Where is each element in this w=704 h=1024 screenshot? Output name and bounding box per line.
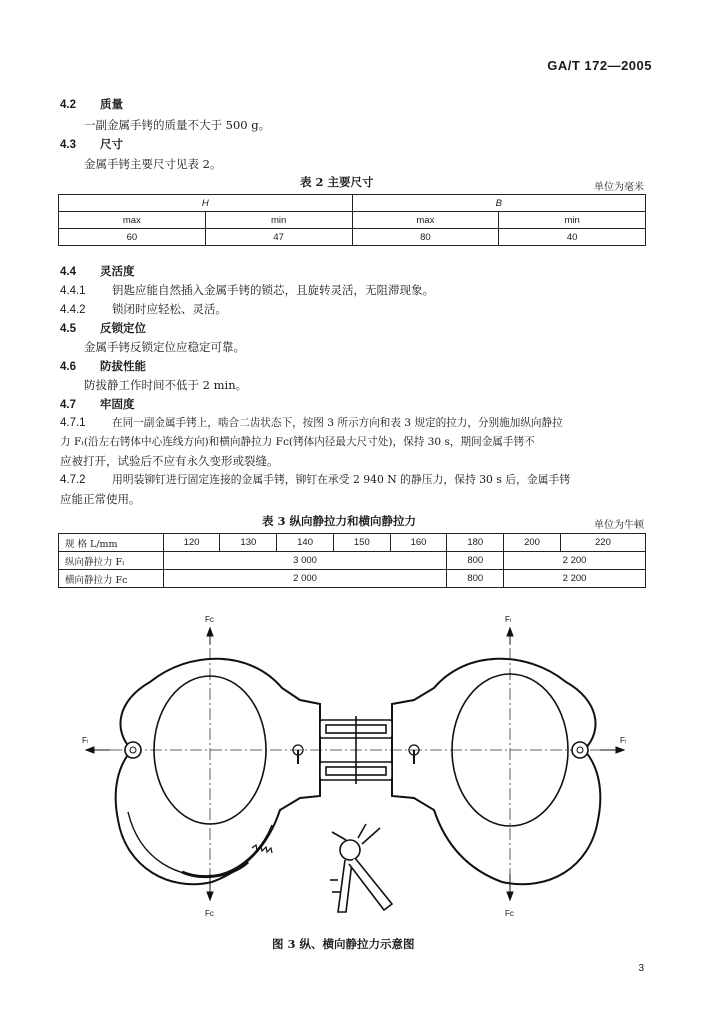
section-title: 牢固度 xyxy=(100,397,135,411)
section-number: 4.5 xyxy=(60,323,76,335)
table3-spec: 140 xyxy=(277,534,334,552)
section-4-4-1 xyxy=(60,282,434,298)
table2-cell: 60 xyxy=(59,229,206,246)
section-number: 4.7.1 xyxy=(60,417,86,429)
section-title: 质量 xyxy=(100,97,123,111)
table3-unit: 单位为牛顿 xyxy=(594,520,644,531)
table2-unit: 单位为毫米 xyxy=(594,182,644,193)
section-number: 4.4.2 xyxy=(60,304,86,316)
table3-spec: 160 xyxy=(390,534,447,552)
section-title: 防拔性能 xyxy=(100,359,146,373)
section-number: 4.7.2 xyxy=(60,474,86,486)
section-number: 4.7 xyxy=(60,399,76,411)
table2-subheader: min xyxy=(499,212,646,229)
section-4-7-1-line2: 力 Fₗ(沿左右铐体中心连线方向)和横向静拉力 Fᴄ(铐体内径最大尺寸处)，保持 30 s，期间金属手铐不 xyxy=(60,436,535,448)
table3-cell: 800 xyxy=(447,552,504,570)
table2-subheader: max xyxy=(59,212,206,229)
label-fc-top-right: Fₗ xyxy=(505,615,512,624)
table3-cell: 800 xyxy=(447,570,504,588)
section-4-7-heading xyxy=(60,396,135,412)
table2-cell: 47 xyxy=(205,229,352,246)
right-cuff-outline xyxy=(392,659,600,885)
table2-group-b: B xyxy=(352,195,646,212)
section-number: 4.3 xyxy=(60,139,76,151)
table3-cell: 2 200 xyxy=(504,570,646,588)
section-4-7-1-line1 xyxy=(60,415,563,430)
section-4-5-heading xyxy=(60,320,146,336)
table2-subheader: max xyxy=(352,212,499,229)
standard-code: GA/T 172—2005 xyxy=(547,58,652,73)
key-icon xyxy=(330,824,392,912)
table3-cell: 2 200 xyxy=(504,552,646,570)
section-text: 锁闭时应轻松、灵活。 xyxy=(112,302,227,316)
section-text: 在同一副金属手铐上，啮合二齿状态下，按图 3 所示方向和表 3 规定的拉力，分别施加纵向静拉 xyxy=(112,417,563,429)
table3-caption: 表 3 纵向静拉力和横向静拉力 xyxy=(262,514,417,528)
label-fc-top-left: Fᴄ xyxy=(205,615,214,624)
table3 xyxy=(58,533,646,588)
section-4-4-heading xyxy=(60,263,135,279)
section-4-7-2-line2: 应能正常使用。 xyxy=(60,492,141,506)
table2-cell: 40 xyxy=(499,229,646,246)
table2-group-h: H xyxy=(59,195,353,212)
table3-spec: 130 xyxy=(220,534,277,552)
left-cuff-ratchet-arm xyxy=(128,812,272,876)
section-4-7-2-line1 xyxy=(60,472,570,487)
section-4-3-body: 金属手铐主要尺寸见表 2。 xyxy=(84,157,222,171)
left-cuff-shadow xyxy=(182,862,248,877)
section-title: 尺寸 xyxy=(100,137,123,151)
section-title: 反锁定位 xyxy=(100,321,146,335)
table3-row-label: 横向静拉力 Fᴄ xyxy=(59,570,164,588)
label-fl-right: Fₗ xyxy=(620,736,627,745)
table3-spec: 180 xyxy=(447,534,504,552)
label-fc-bottom-left: Fᴄ xyxy=(205,909,214,918)
label-fc-bottom-right: Fᴄ xyxy=(505,909,514,918)
section-number: 4.4 xyxy=(60,266,76,278)
table3-spec: 220 xyxy=(560,534,645,552)
table2 xyxy=(58,194,646,246)
left-keyhole xyxy=(293,745,303,764)
section-title: 灵活度 xyxy=(100,264,135,278)
section-number: 4.4.1 xyxy=(60,285,86,297)
table3-spec: 150 xyxy=(333,534,390,552)
table2-caption: 表 2 主要尺寸 xyxy=(300,175,374,189)
table3-spec-label: 规 格 L/mm xyxy=(59,534,164,552)
section-text: 钥匙应能自然插入金属手铐的锁芯，且旋转灵活，无阻滞现象。 xyxy=(112,283,434,297)
section-4-6-body: 防拔静工作时间不低于 2 min。 xyxy=(84,378,248,392)
section-number: 4.2 xyxy=(60,99,76,111)
section-text: 用明装铆钉进行固定连接的金属手铐，铆钉在承受 2 940 N 的静压力，保持 30 s 后，金属手铐 xyxy=(112,473,571,486)
label-fl-left: Fₗ xyxy=(82,736,89,745)
table2-subheader: min xyxy=(205,212,352,229)
table3-row-label: 纵向静拉力 Fₗ xyxy=(59,552,164,570)
section-4-3-heading xyxy=(60,136,123,152)
left-pivot xyxy=(125,742,141,758)
handcuff-diagram xyxy=(0,600,704,930)
page-number: 3 xyxy=(638,963,644,974)
section-4-6-heading xyxy=(60,358,146,374)
section-number: 4.6 xyxy=(60,361,76,373)
table3-cell: 3 000 xyxy=(163,552,447,570)
table3-spec: 200 xyxy=(504,534,561,552)
section-4-7-1-line3: 应被打开，试验后不应有永久变形或裂缝。 xyxy=(60,454,279,468)
section-4-5-body: 金属手铐反锁定位应稳定可靠。 xyxy=(84,340,245,354)
section-4-2-heading xyxy=(60,96,123,112)
table3-spec: 120 xyxy=(163,534,220,552)
figure-caption: 图 3 纵、横向静拉力示意图 xyxy=(272,937,415,951)
table3-cell: 2 000 xyxy=(163,570,447,588)
table2-cell: 80 xyxy=(352,229,499,246)
section-4-2-body: 一副金属手铐的质量不大于 500 g。 xyxy=(84,118,271,132)
section-4-4-2 xyxy=(60,301,227,317)
right-pivot xyxy=(572,742,588,758)
right-keyhole xyxy=(409,745,419,764)
